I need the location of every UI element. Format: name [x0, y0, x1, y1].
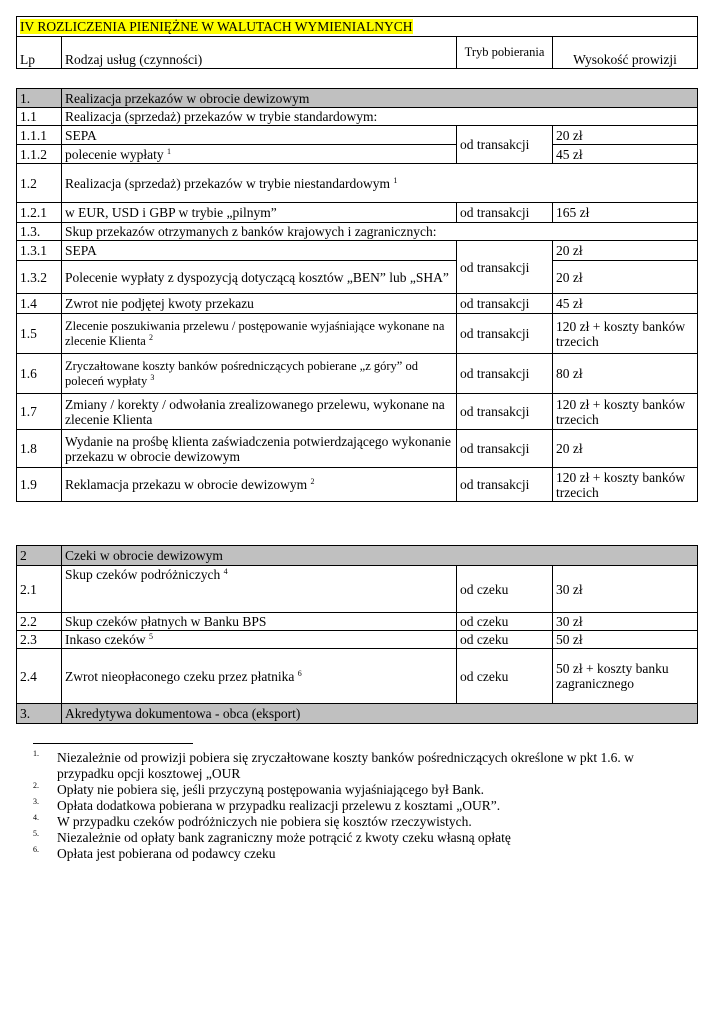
footnote-number: 5.: [33, 829, 39, 838]
footnote-text: Niezależnie od opłaty bank zagraniczny może potrącić z kwoty czeku własną opłatę: [57, 830, 511, 845]
footnote-number: 3.: [33, 797, 39, 806]
footnote-number: 4.: [33, 813, 39, 822]
row-fee: 20 zł: [553, 261, 698, 294]
row-lp: 1.1.1: [17, 126, 62, 145]
row-tryb: od transakcji: [457, 354, 553, 394]
row-tryb: od czeku: [457, 613, 553, 631]
row-tryb: od czeku: [457, 631, 553, 649]
footnote-number: 6.: [33, 845, 39, 854]
footnote-text: Opłata dodatkowa pobierana w przypadku realizacji przelewu z kosztami „OUR”.: [57, 798, 501, 813]
footnote-ref: 5: [148, 632, 153, 641]
row-fee: 45 zł: [553, 294, 698, 314]
row-tryb: od transakcji: [457, 294, 553, 314]
row-fee: 120 zł + koszty banków trzecich: [553, 394, 698, 430]
row-fee: 45 zł: [553, 145, 698, 164]
footnote-ref: 1: [393, 175, 398, 185]
section-title-cell: [17, 17, 698, 37]
footnotes: [33, 750, 683, 862]
footnote-ref: 6: [297, 668, 302, 678]
row-text: Realizacja (sprzedaż) przekazów w trybie niestandardowym $^1$: [62, 164, 698, 203]
row-fee: 120 zł + koszty banków trzecich: [553, 314, 698, 354]
footnote: [33, 846, 683, 862]
footnote-text: Niezależnie od prowizji pobiera się zryczałtowane koszty banków pośredniczących określone w pkt 1.6. w przypadku opcji kosztowej „OUR: [57, 750, 634, 781]
row-text: Zwrot nie podjętej kwoty przekazu: [62, 294, 457, 314]
footnote-text: Opłaty nie pobiera się, jeśli przyczyną postępowania wyjaśniającego był Bank.: [57, 782, 484, 797]
row-lp: 2.1: [17, 566, 62, 613]
row-tryb: od czeku: [457, 649, 553, 704]
row-text: w EUR, USD i GBP w trybie „pilnym”: [62, 203, 457, 223]
footnote-ref: 4: [223, 567, 228, 576]
row-tryb: od transakcji: [457, 430, 553, 468]
row-fee: 120 zł + koszty banków trzecich: [553, 468, 698, 502]
footnote-ref: 1: [166, 146, 171, 156]
cheques-table: [16, 545, 698, 724]
row-fee: 30 zł: [553, 566, 698, 613]
row-fee: 50 zł: [553, 631, 698, 649]
row-text: Inkaso czeków $^5$: [62, 631, 457, 649]
section-lp: 2: [17, 546, 62, 566]
row-fee: 80 zł: [553, 354, 698, 394]
row-text: Realizacja (sprzedaż) przekazów w trybie standardowym:: [62, 108, 698, 126]
row-tryb: od transakcji: [457, 314, 553, 354]
row-text: Zryczałtowane koszty banków pośredniczących pobierane „z góry” od poleceń wypłaty $^3$: [62, 354, 457, 394]
footnote: [33, 782, 683, 798]
row-lp: 1.5: [17, 314, 62, 354]
row-fee: 20 zł: [553, 126, 698, 145]
section-lp: 1.: [17, 89, 62, 108]
row-lp: 2.2: [17, 613, 62, 631]
row-text: Reklamacja przekazu w obrocie dewizowym $^2$: [62, 468, 457, 502]
section-heading: Czeki w obrocie dewizowym: [62, 546, 698, 566]
row-text: Zmiany / korekty / odwołania zrealizowanego przelewu, wykonane na zlecenie Klienta: [62, 394, 457, 430]
footnote: [33, 750, 683, 782]
footnote-number: 2.: [33, 781, 39, 790]
col-header-lp: Lp: [17, 37, 62, 69]
row-text: Skup czeków podróżniczych $^4$: [62, 566, 457, 613]
row-tryb: od transakcji: [457, 203, 553, 223]
row-tryb: od czeku: [457, 566, 553, 613]
row-lp: 1.4: [17, 294, 62, 314]
row-lp: 1.3.: [17, 223, 62, 241]
row-lp: 1.8: [17, 430, 62, 468]
section-title: IV ROZLICZENIA PIENIĘŻNE W WALUTACH WYMIENIALNYCH: [20, 19, 413, 34]
row-lp: 1.6: [17, 354, 62, 394]
row-fee: 20 zł: [553, 430, 698, 468]
header-table: [16, 16, 698, 69]
footnote: [33, 798, 683, 814]
row-fee: 20 zł: [553, 241, 698, 261]
row-lp: 2.4: [17, 649, 62, 704]
col-header-tryb: Tryb pobierania: [457, 37, 553, 69]
section-heading: Akredytywa dokumentowa - obca (eksport): [62, 704, 698, 724]
row-text: Polecenie wypłaty z dyspozycją dotyczącą kosztów „BEN” lub „SHA”: [62, 261, 457, 294]
row-lp: 1.2.1: [17, 203, 62, 223]
row-tryb: od transakcji: [457, 241, 553, 294]
row-lp: 1.3.1: [17, 241, 62, 261]
row-text: SEPA: [62, 126, 457, 145]
row-lp: 1.9: [17, 468, 62, 502]
row-tryb: od transakcji: [457, 394, 553, 430]
row-lp: 1.7: [17, 394, 62, 430]
row-lp: 1.1: [17, 108, 62, 126]
row-text: Skup czeków płatnych w Banku BPS: [62, 613, 457, 631]
col-header-wysokosc: Wysokość prowizji: [553, 37, 698, 69]
row-lp: 1.2: [17, 164, 62, 203]
row-lp: 2.3: [17, 631, 62, 649]
row-text: Skup przekazów otrzymanych z banków krajowych i zagranicznych:: [62, 223, 698, 241]
footnote-ref: 2: [310, 477, 315, 486]
row-tryb: od transakcji: [457, 468, 553, 502]
col-header-rodzaj: Rodzaj usług (czynności): [62, 37, 457, 69]
row-text: polecenie wypłaty $^1$: [62, 145, 457, 164]
footnote-text: W przypadku czeków podróżniczych nie pobiera się kosztów rzeczywistych.: [57, 814, 472, 829]
footnote: [33, 814, 683, 830]
section-heading: Realizacja przekazów w obrocie dewizowym: [62, 89, 698, 108]
section-lp: 3.: [17, 704, 62, 724]
footnote-divider: [33, 743, 193, 744]
row-text: Zwrot nieopłaconego czeku przez płatnika $^6$: [62, 649, 457, 704]
row-fee: 30 zł: [553, 613, 698, 631]
footnote-number: 1.: [33, 749, 39, 758]
row-text: Wydanie na prośbę klienta zaświadczenia potwierdzającego wykonanie przekazu w obrocie dewizowym: [62, 430, 457, 468]
row-text: SEPA: [62, 241, 457, 261]
row-fee: 50 zł + koszty banku zagranicznego: [553, 649, 698, 704]
row-tryb: od transakcji: [457, 126, 553, 164]
footnote-ref: 3: [150, 372, 155, 382]
footnote-ref: 2: [148, 332, 153, 342]
footnote: [33, 830, 683, 846]
row-lp: 1.3.2: [17, 261, 62, 294]
row-text: Zlecenie poszukiwania przelewu / postępowanie wyjaśniające wykonane na zlecenie Klienta $^2$: [62, 314, 457, 354]
row-fee: 165 zł: [553, 203, 698, 223]
transfers-table: [16, 88, 698, 502]
row-lp: 1.1.2: [17, 145, 62, 164]
footnote-text: Opłata jest pobierana od podawcy czeku: [57, 846, 276, 861]
